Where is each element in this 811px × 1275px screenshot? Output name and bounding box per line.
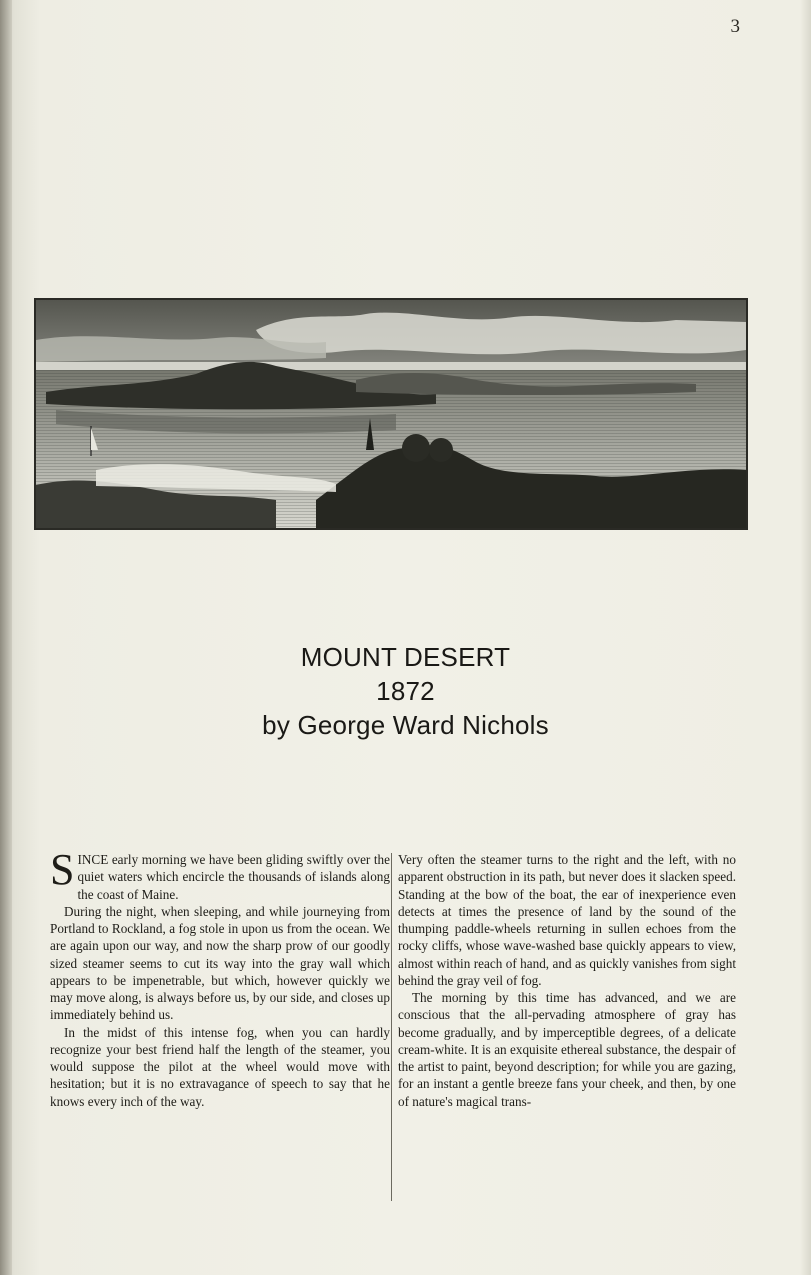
drop-cap: S (50, 845, 75, 894)
paragraph: Very often the steamer turns to the right and the left, with no apparent obstruction in its path, but never does it slacken speed. Standing at the bow of the boat, the ear of inexperience even detects at times the presence of land by the sound of the thumping paddle-wheels returning in sullen echoes from the rocky cliffs, whose wave-washed base quickly appears to view, almost within reach of hand, and as quickly vanishes from sight behind the gray veil of fog. (398, 852, 736, 988)
title-year: 1872 (376, 676, 435, 706)
paragraph (50, 845, 390, 903)
column-divider (391, 853, 392, 1201)
engraving-coastal-islands-image (36, 300, 746, 528)
page-number: 3 (730, 16, 740, 37)
lead-word: INCE (77, 852, 109, 867)
article-column-left (50, 845, 390, 1110)
article-column-right (398, 851, 736, 1110)
title-heading: MOUNT DESERT (300, 642, 511, 672)
paragraph: The morning by this time has advanced, and we are conscious that the all-pervading atmosphere of gray has become gradually, and by imperceptible degrees, of a delicate cream-white. It is an exquisite ethereal substance, the despair of the artist to paint, beyond description; for while you are gazing, for an instant a gentle breeze fans your cheek, and then, by one of nature's magical trans- (398, 990, 736, 1109)
article-title (0, 640, 811, 742)
paragraph: During the night, when sleeping, and while journeying from Portland to Rockland, a fog stole in upon us from the ocean. We are again upon our way, and now the sharp prow of our goodly sized steamer seems to cut its way into the gray wall which appears to be impenetrable, but which, however quickly we may move along, is always before us, by our side, and closes up immediately behind us. (50, 903, 390, 1023)
book-spine-shadow (0, 0, 12, 1275)
paragraph-text: early morning we have been gliding swiftly over the quiet waters which encircle the thousands of islands along the coast of Maine. (77, 852, 390, 902)
paragraph: In the midst of this intense fog, when you can hardly recognize your best friend half the length of the steamer, you would suppose the pilot at the wheel would move with hesitation; but it is no extravagance of speech to say that he knows every inch of the way. (50, 1024, 390, 1109)
title-author: by George Ward Nichols (262, 710, 549, 740)
coastal-islands-engraving (34, 298, 748, 530)
